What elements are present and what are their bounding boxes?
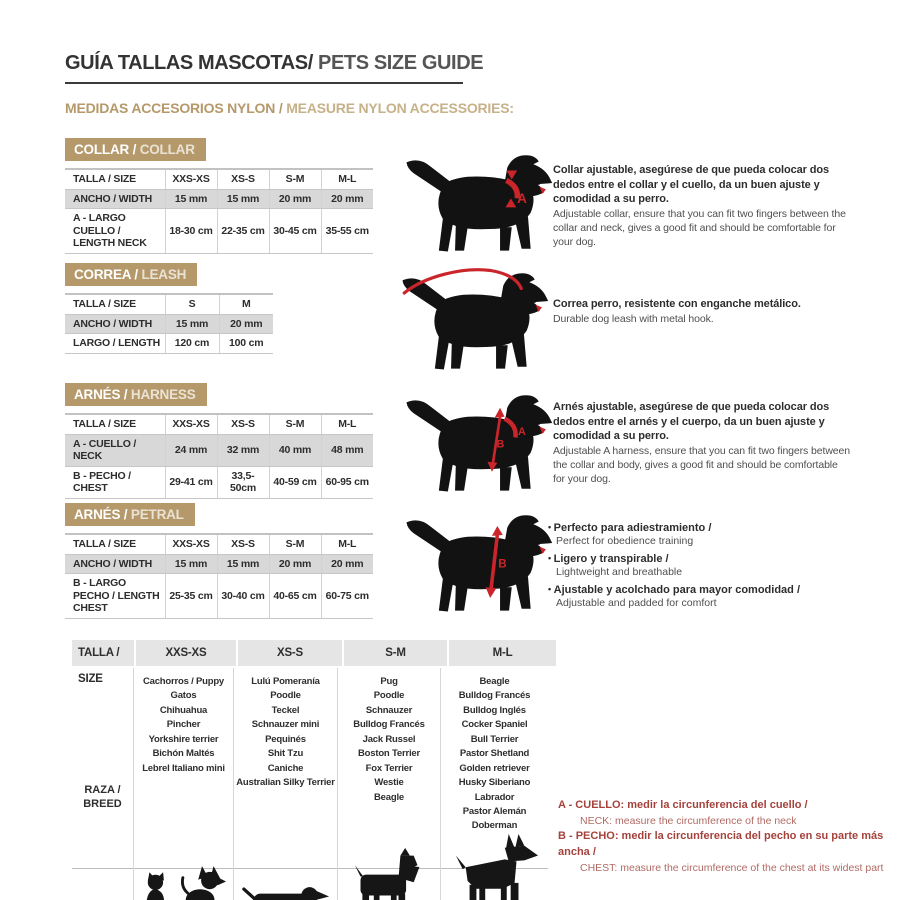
breed-label-cell [72, 668, 134, 900]
petral-header-xs: XS-S [217, 534, 269, 554]
section-badge-collar [65, 138, 206, 161]
collar-header-ml: M-L [321, 169, 373, 189]
dog-with-harness-silhouette [398, 388, 558, 496]
breed-column-xxs [134, 668, 234, 900]
note-neck-en: NECK: measure the circumference of the neck [580, 814, 797, 827]
dog-with-petral-silhouette [398, 508, 558, 616]
collar-desc-es: Collar ajustable, asegúrese de que pueda colocar dos dedos entre el collar y el cuello, da un buen ajuste y comodidad a su perro. [553, 164, 830, 206]
collar-width-ml: 20 mm [321, 189, 373, 209]
section-badge-leash [65, 263, 197, 286]
leash-length-s: 120 cm [165, 334, 219, 354]
harness-header-size: TALLA / SIZE [65, 414, 165, 434]
petral-width-row [65, 554, 373, 574]
breed-column-ml [441, 668, 548, 900]
leash-desc-es: Correa perro, resistente con enganche metálico. [553, 298, 801, 310]
dachshund-silhouette [242, 880, 330, 900]
harness-chest-xxs: 29-41 cm [165, 466, 217, 498]
harness-neck-xxs: 24 mm [165, 434, 217, 466]
leash-width-row [65, 314, 273, 334]
measure-label-a: A [518, 425, 526, 438]
cat-silhouette [141, 868, 175, 900]
badge-leash-en: LEASH [137, 267, 187, 282]
harness-chest-sm: 40-59 cm [269, 466, 321, 498]
breed-list-ml: Beagle Bulldog Francés Bulldog Inglés Cocker Spaniel Bull Terrier Pastor Shetland Golden retriever Husky Siberiano Labrador Pastor Alemán Doberman [458, 676, 531, 832]
leash-header-m: M [219, 294, 273, 314]
petral-header-ml: M-L [321, 534, 373, 554]
petral-header-size: TALLA / SIZE [65, 534, 165, 554]
collar-width-xs: 15 mm [217, 189, 269, 209]
petral-chest-ml: 60-75 cm [321, 574, 373, 619]
page-title [65, 52, 484, 84]
petral-header-sm: S-M [269, 534, 321, 554]
doberman-silhouette [450, 834, 540, 900]
note-chest-en: CHEST: measure the circumference of the chest at its widest part [580, 862, 884, 875]
feature-es: • Ajustable y acolchado para mayor comodidad / [548, 583, 856, 597]
harness-size-table [65, 413, 373, 499]
measure-label-b: B [496, 438, 505, 451]
breed-table-header [72, 640, 548, 685]
breed-header-xs: XS-S [238, 640, 342, 666]
leash-length-row [65, 334, 273, 354]
leash-width-label: ANCHO / WIDTH [65, 314, 165, 334]
collar-header-xxs: XXS-XS [165, 169, 217, 189]
badge-collar-es: COLLAR / [74, 142, 137, 157]
collar-width-label: ANCHO / WIDTH [65, 189, 165, 209]
harness-neck-xs: 32 mm [217, 434, 269, 466]
measure-label-b: B [498, 557, 507, 571]
leash-width-s: 15 mm [165, 314, 219, 334]
badge-harness-es: ARNÉS / [74, 387, 128, 402]
leash-size-table [65, 293, 273, 354]
badge-petral-en: PETRAL [127, 507, 184, 522]
badge-collar-en: COLLAR [136, 142, 195, 157]
leash-length-m: 100 cm [219, 334, 273, 354]
harness-description [553, 400, 851, 486]
leash-desc-en: Durable dog leash with metal hook. [553, 312, 714, 325]
measure-label-a: A [517, 190, 527, 206]
breed-row-label: RAZA / BREED [83, 783, 122, 810]
harness-header-xs: XS-S [217, 414, 269, 434]
arrow-up-icon [495, 408, 505, 418]
petral-feature-list [548, 521, 856, 614]
harness-header-sm: S-M [269, 414, 321, 434]
harness-neck-row [65, 434, 373, 466]
harness-header-ml: M-L [321, 414, 373, 434]
harness-desc-es: Arnés ajustable, asegúrese de que pueda colocar dos dedos entre el arnés y el cuerpo, da un buen ajuste y comodidad a su perro. [553, 401, 830, 443]
petral-size-table [65, 533, 373, 619]
breed-header-ml: M-L [449, 640, 556, 666]
breed-list-xs: Lulú Pomeranía Poodle Teckel Schnauzer mini Pequinés Shit Tzu Caniche Australian Silky Terrier [236, 676, 335, 789]
petral-width-label: ANCHO / WIDTH [65, 554, 165, 574]
petral-width-ml: 20 mm [321, 554, 373, 574]
collar-header-row [65, 169, 373, 189]
collar-width-row [65, 189, 373, 209]
section-badge-harness [65, 383, 207, 406]
breed-column-sm [338, 668, 441, 900]
arrow-down-icon [486, 587, 497, 598]
harness-neck-sm: 40 mm [269, 434, 321, 466]
badge-leash-es: CORREA / [74, 267, 138, 282]
leash-header-s: S [165, 294, 219, 314]
collar-header-size: TALLA / SIZE [65, 169, 165, 189]
note-chest-es: B - PECHO: medir la circunferencia del pecho en su parte más ancha / [558, 830, 884, 859]
dog-with-leash-silhouette [390, 266, 558, 374]
chihuahua-silhouette [179, 864, 227, 900]
breed-list-xxs: Cachorros / Puppy Gatos Chihuahua Pincher Yorkshire terrier Bichón Maltés Lebrel Italiano mini [142, 676, 225, 774]
feature-en: Lightweight and breathable [556, 566, 683, 579]
feature-es: • Perfecto para adiestramiento / [548, 521, 856, 535]
feature-item [548, 552, 856, 580]
collar-neck-sm: 30-45 cm [269, 209, 321, 254]
measuring-notes [558, 798, 890, 876]
collar-neck-label: A - LARGO CUELLO / LENGTH NECK [65, 209, 165, 254]
harness-desc-en: Adjustable A harness, ensure that you can fit two fingers between the collar and body, gives a good fit and should be comfortable for your dog. [553, 444, 851, 485]
schnauzer-silhouette [350, 848, 428, 900]
petral-width-xs: 15 mm [217, 554, 269, 574]
collar-header-sm: S-M [269, 169, 321, 189]
page-title-en: PETS SIZE GUIDE [312, 52, 484, 74]
harness-chest-row [65, 466, 373, 498]
collar-width-sm: 20 mm [269, 189, 321, 209]
breed-table-body [72, 668, 548, 869]
breed-header-sm: S-M [344, 640, 447, 666]
leash-header-size: TALLA / SIZE [65, 294, 165, 314]
collar-neck-xs: 22-35 cm [217, 209, 269, 254]
leash-header-row [65, 294, 273, 314]
leash-description [553, 297, 851, 326]
harness-header-row [65, 414, 373, 434]
harness-chest-label: B - PECHO / CHEST [65, 466, 165, 498]
feature-item [548, 521, 856, 549]
harness-neck-ml: 48 mm [321, 434, 373, 466]
arrow-up-icon [492, 526, 503, 536]
feature-en: Adjustable and padded for comfort [556, 597, 717, 610]
section-badge-petral [65, 503, 195, 526]
harness-chest-ml: 60-95 cm [321, 466, 373, 498]
breed-header-xxs: XXS-XS [136, 640, 236, 666]
page-subtitle [65, 100, 514, 116]
petral-width-sm: 20 mm [269, 554, 321, 574]
breed-size-table [72, 640, 548, 869]
petral-header-row [65, 534, 373, 554]
collar-description [553, 163, 851, 249]
collar-desc-en: Adjustable collar, ensure that you can fit two fingers between the collar and neck, gives a good fit and should be comfortable for your dog. [553, 207, 846, 248]
petral-chest-label: B - LARGO PECHO / LENGTH CHEST [65, 574, 165, 619]
feature-en: Perfect for obedience training [556, 535, 694, 548]
collar-neck-xxs: 18-30 cm [165, 209, 217, 254]
harness-neck-label: A - CUELLO / NECK [65, 434, 165, 466]
leash-width-m: 20 mm [219, 314, 273, 334]
breed-list-sm: Pug Poodle Schnauzer Bulldog Francés Jack Russel Boston Terrier Fox Terrier Westie Beagle [353, 676, 425, 803]
breed-header-size: TALLA / SIZE [72, 640, 134, 666]
petral-chest-xxs: 25-35 cm [165, 574, 217, 619]
collar-neck-row [65, 209, 373, 254]
feature-es: • Ligero y transpirable / [548, 552, 856, 566]
leash-length-label: LARGO / LENGTH [65, 334, 165, 354]
petral-chest-sm: 40-65 cm [269, 574, 321, 619]
petral-chest-row [65, 574, 373, 619]
collar-size-table [65, 168, 373, 254]
petral-chest-xs: 30-40 cm [217, 574, 269, 619]
collar-header-xs: XS-S [217, 169, 269, 189]
petral-header-xxs: XXS-XS [165, 534, 217, 554]
harness-header-xxs: XXS-XS [165, 414, 217, 434]
collar-width-xxs: 15 mm [165, 189, 217, 209]
harness-chest-xs: 33,5-50cm [217, 466, 269, 498]
petral-width-xxs: 15 mm [165, 554, 217, 574]
feature-item [548, 583, 856, 611]
note-neck-es: A - CUELLO: medir la circunferencia del cuello / [558, 799, 808, 811]
breed-column-xs [234, 668, 338, 900]
page-subtitle-en: MEASURE NYLON ACCESSORIES: [286, 100, 514, 116]
page-subtitle-es: MEDIDAS ACCESORIOS NYLON / [65, 100, 287, 116]
dog-with-collar-silhouette [398, 148, 558, 256]
badge-petral-es: ARNÉS / [74, 507, 128, 522]
collar-neck-ml: 35-55 cm [321, 209, 373, 254]
page-title-es: GUÍA TALLAS MASCOTAS/ [65, 52, 313, 74]
badge-harness-en: HARNESS [127, 387, 196, 402]
